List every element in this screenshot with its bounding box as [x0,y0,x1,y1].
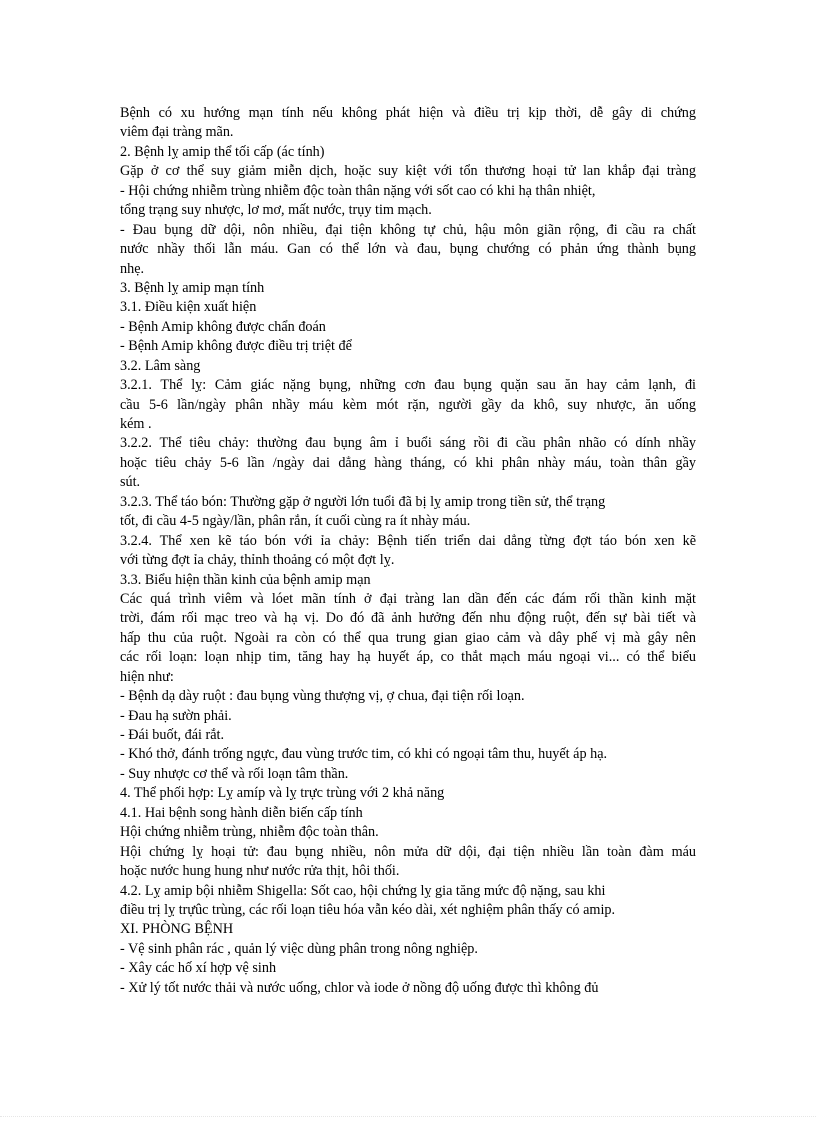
list-item: - Bệnh Amip không được điều trị triệt để [120,338,352,355]
text-line: Gặp ở cơ thể suy giảm miễn dịch, hoặc suy kiệt với tổn thương hoại tử lan khắp đại tràng [120,163,696,180]
text-line: nước nhầy thối lẫn máu. Gan có thể lớn và đau, bụng chướng có phản ứng thành bụng [120,241,696,258]
text-line: hoặc nước hung hung như nước rửa thịt, hôi thối. [120,863,400,880]
text-line: kém . [120,416,152,432]
text-line: các rối loạn: loạn nhịp tim, tăng hay hạ huyết áp, co thắt mạch máu ngoại vi... có thể biểu [120,649,696,666]
section-heading: 2. Bệnh lỵ amip thể tối cấp (ác tính) [120,143,325,160]
text-line: nhẹ. [120,260,145,277]
text-line: 3.2.2. Thể tiêu chảy: thường đau bụng âm ỉ buổi sáng rồi đi cầu phân nhão có dính nhầy [120,435,696,452]
text-line: cầu 5-6 lần/ngày phân nhầy máu kèm mót rặn, người gầy da khô, suy nhược, ăn uống [120,396,696,413]
list-item: - Bệnh dạ dày ruột : đau bụng vùng thượng vị, ợ chua, đại tiện rối loạn. [120,688,525,705]
text-line: với từng đợt ỉa chảy, thỉnh thoảng có một đợt lỵ. [120,552,395,569]
subsection-heading: 3.2. Lâm sàng [120,357,201,374]
subsection-heading: 4.1. Hai bệnh song hành diễn biến cấp tính [120,804,363,821]
list-item: - Khó thở, đánh trống ngực, đau vùng trước tim, có khi có ngoại tâm thu, huyết áp hạ. [120,746,608,763]
text-line: sút. [120,474,141,491]
list-item: - Đau hạ sườn phải. [120,707,232,724]
text-line: 3.2.4. Thể xen kẽ táo bón với ỉa chảy: Bệnh tiến triển dai dẳng từng đợt táo bón xen kẽ [120,532,696,549]
text-line: Hội chứng nhiễm trùng, nhiễm độc toàn thân. [120,824,379,841]
text-line: hoặc tiêu chảy 5-6 lần /ngày dai dẳng hàng tháng, có khi phân nhày máu, toàn thân gầy [120,454,696,471]
document-body [120,104,696,998]
text-line: viêm đại tràng mãn. [120,124,234,141]
text-line: hấp thu của ruột. Ngoài ra còn có thể qua trung gian giao cảm và dây phế vị mà gây nên [120,629,696,646]
text-line: Các quá trình viêm và lóet mãn tính ở đại tràng lan dần đến các đám rối thần kinh mặt [120,590,696,607]
text-line: 3.2.1. Thể lỵ: Cảm giác nặng bụng, những cơn đau bụng quặn sau ăn hay cảm lạnh, đi [120,377,696,394]
list-item: - Bệnh Amip không được chẩn đoán [120,318,326,335]
text-line: trời, đám rối mạc treo và hạ vị. Do đó đã ảnh hưởng đến nhu động ruột, đến sự bài tiết và [120,610,696,627]
text-line: Hội chứng lỵ hoại tử: đau bụng nhiều, nôn mửa dữ dội, đại tiện nhiều lần toàn đàm máu [120,843,696,860]
subsection-heading: 3.1. Điều kiện xuất hiện [120,299,257,316]
page-bottom-border [0,1116,816,1117]
list-item: - Xử lý tốt nước thải và nước uống, chlor và iode ở nồng độ uống được thì không đủ [120,979,599,996]
list-item: - Suy nhược cơ thể và rối loạn tâm thần. [120,765,349,782]
text-line: - Hội chứng nhiễm trùng nhiễm độc toàn thân nặng với sốt cao có khi hạ thân nhiệt, [120,182,596,199]
section-heading: 3. Bệnh lỵ amip mạn tính [120,279,265,296]
subsection-heading: 3.3. Biểu hiện thần kinh của bệnh amip mạn [120,571,371,588]
text-line: - Đau bụng dữ dội, nôn nhiều, đại tiện không tự chủ, hậu môn giãn rộng, đi cầu ra chất [120,221,696,238]
text-line: hiện như: [120,668,174,685]
list-item: - Đái buốt, đái rắt. [120,727,225,743]
text-line: Bệnh có xu hướng mạn tính nếu không phát hiện và điều trị kịp thời, dễ gây di chứng [120,105,696,121]
text-line: tốt, đi cầu 4-5 ngày/lần, phân rắn, ít cuối cùng ra ít nhày máu. [120,513,471,530]
text-line: điều trị lỵ trựûc trùng, các rối loạn tiêu hóa vẫn kéo dài, xét nghiệm phân thấy có amip. [120,901,616,918]
section-heading: 4. Thể phối hợp: Lỵ amíp và lỵ trực trùng với 2 khả năng [120,785,445,802]
text-line: 4.2. Lỵ amip bội nhiễm Shigella: Sốt cao, hội chứng lỵ gia tăng mức độ nặng, sau khi [120,882,606,899]
list-item: - Vệ sinh phân rác , quản lý việc dùng phân trong nông nghiệp. [120,940,478,957]
list-item: - Xây các hố xí hợp vệ sinh [120,960,277,977]
section-heading: XI. PHÒNG BỆNH [120,921,234,938]
text-line: 3.2.3. Thể táo bón: Thường gặp ở người lớn tuổi đã bị lỵ amip trong tiền sử, thể trạng [120,493,606,510]
text-line: tổng trạng suy nhược, lơ mơ, mất nước, trụy tim mạch. [120,202,432,219]
